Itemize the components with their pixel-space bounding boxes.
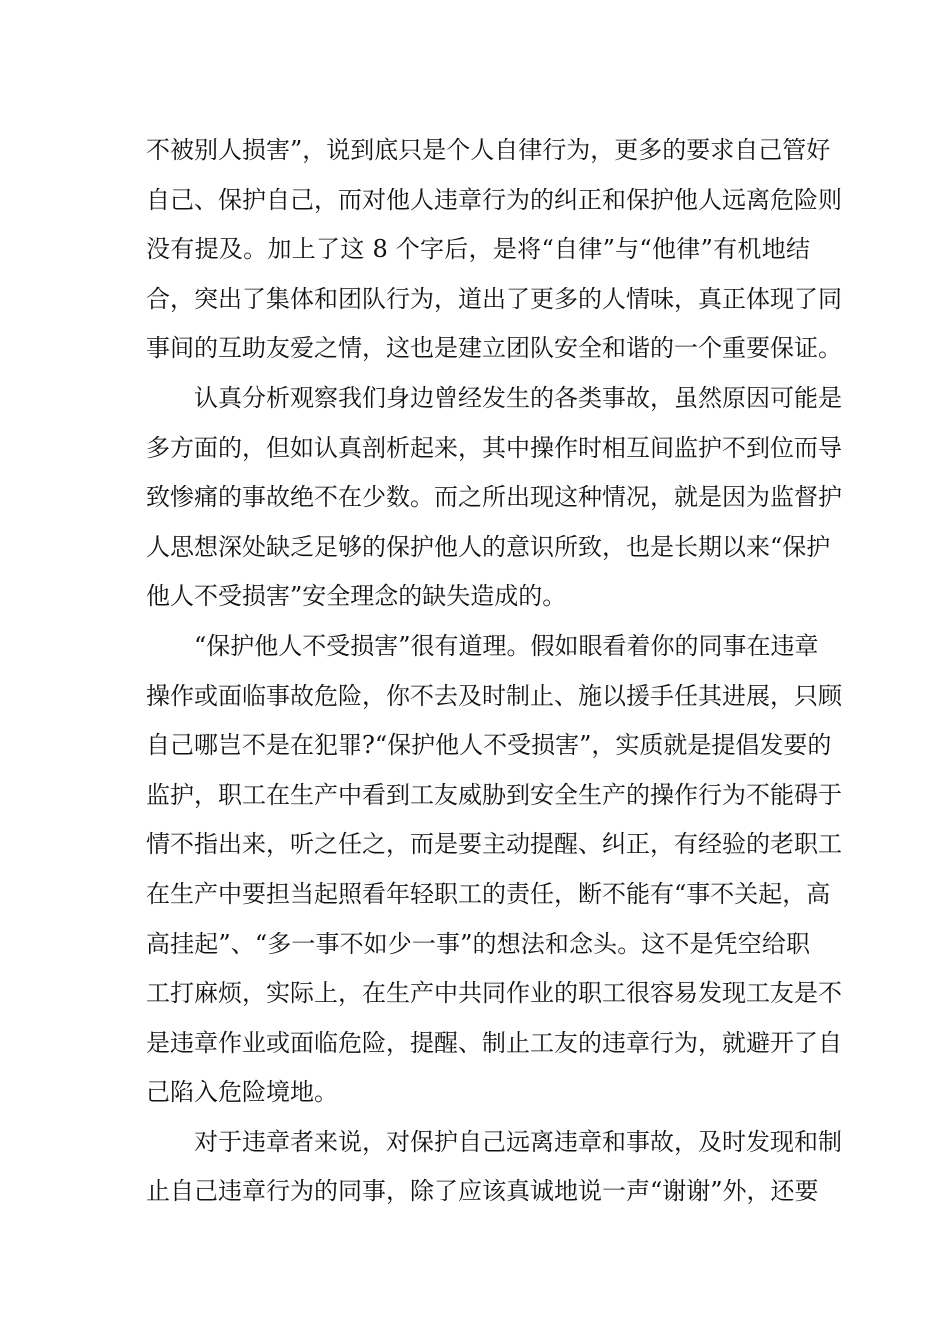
text-line: 是违章作业或面临危险，提醒、制止工友的违章行为，就避开了自: [146, 1028, 842, 1057]
paragraph-2: [146, 374, 842, 622]
text-line: 自己哪岂不是在犯罪?“保护他人不受损害”，实质就是提倡发要的: [146, 731, 832, 760]
text-line: “保护他人不受损害”很有道理。假如眼看着你的同事在违章: [194, 631, 819, 660]
document-body: [146, 126, 842, 1217]
text-line: 合，突出了集体和团队行为，道出了更多的人情味，真正体现了同: [146, 284, 842, 313]
text-line: 操作或面临事故危险，你不去及时制止、施以援手任其进展，只顾: [146, 681, 842, 710]
text-line: 止自己违章行为的同事，除了应该真诚地说一声“谢谢”外，还要: [146, 1177, 819, 1206]
paragraph-3: [146, 622, 842, 1118]
text-line: 不被别人损害”，说到底只是个人自律行为，更多的要求自己管好: [146, 136, 831, 164]
text-line: 认真分析观察我们身边曾经发生的各类事故，虽然原因可能是: [194, 383, 842, 412]
text-line: 己陷入危险境地。: [146, 1078, 338, 1107]
text-line: 对于违章者来说，对保护自己远离违章和事故，及时发现和制: [194, 1127, 842, 1156]
text-line: 监护，职工在生产中看到工友威胁到安全生产的操作行为不能碍于: [146, 780, 842, 809]
text-line: 高挂起”、“多一事不如少一事”的想法和念头。这不是凭空给职: [146, 929, 810, 958]
paragraph-4: [146, 1118, 842, 1217]
text-line: 自己、保护自己，而对他人违章行为的纠正和保护他人远离危险则: [146, 185, 842, 214]
paragraph-1: [146, 126, 842, 374]
text-line: 没有提及。加上了这 8 个字后，是将“自律”与“他律”有机地结: [146, 235, 810, 264]
text-line: 他人不受损害”安全理念的缺失造成的。: [146, 582, 567, 611]
text-line: 在生产中要担当起照看年轻职工的责任，断不能有“事不关起，高: [146, 879, 831, 908]
text-line: 工打麻烦，实际上，在生产中共同作业的职工很容易发现工友是不: [146, 979, 842, 1008]
text-line: 事间的互助友爱之情，这也是建立团队安全和谐的一个重要保证。: [146, 334, 842, 363]
text-line: 情不指出来，听之任之，而是要主动提醒、纠正，有经验的老职工: [146, 830, 842, 859]
text-line: 人思想深处缺乏足够的保护他人的意识所致，也是长期以来“保护: [146, 532, 831, 561]
text-line: 致惨痛的事故绝不在少数。而之所出现这种情况，就是因为监督护: [146, 483, 842, 512]
text-line: 多方面的，但如认真剖析起来，其中操作时相互间监护不到位而导: [146, 433, 842, 462]
